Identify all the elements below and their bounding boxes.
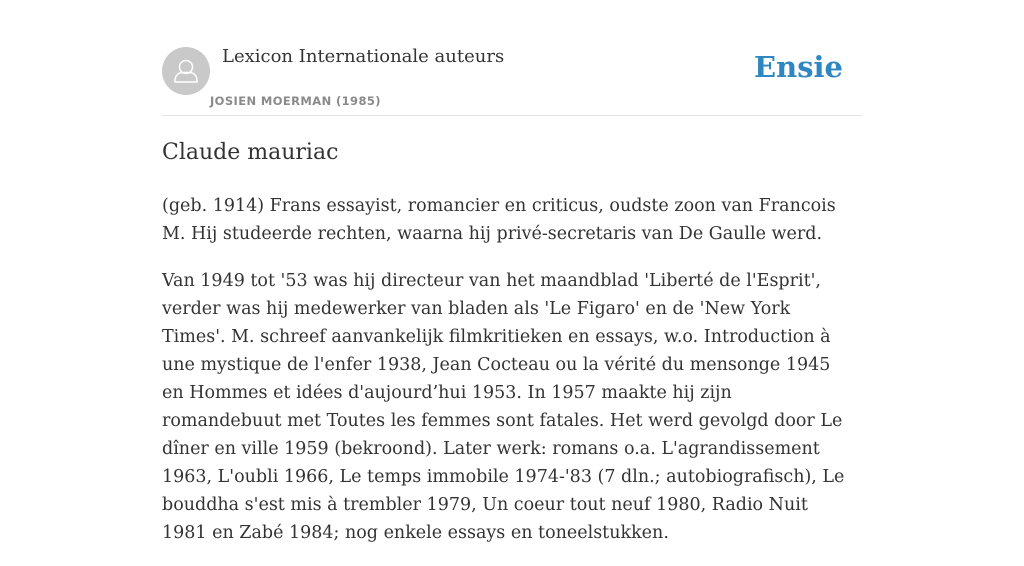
source-header (162, 44, 862, 116)
brand-logo[interactable]: Ensie (754, 50, 843, 84)
paragraph: (geb. 1914) Frans essayist, romancier en criticus, oudste zoon van Francois M. Hij studeerde rechten, waarna hij privé-secretaris van De Gaulle werd. (162, 196, 836, 244)
avatar[interactable] (162, 47, 210, 95)
user-icon (162, 47, 210, 95)
paragraph: Van 1949 tot '53 was hij directeur van het maandblad 'Liberté de l'Esprit', verder was hij medewerker van bladen als 'Le Figaro' en de 'New York Times'. M. schreef aanvankelijk filmkritieken en essays, w.o. Introduction à une mystique de l'enfer 1938, Jean Cocteau ou la vérité du mensonge 1945 en Hommes et idées d'aujourd’hui 1953. In 1957 maakte hij zijn romandebuut met Toutes les femmes sont fatales. Het werd gevolgd door Le dîner en ville 1959 (bekroond). Later werk: romans o.a. L'agrandissement 1963, L'oubli 1966, Le temps immobile 1974-'83 (7 dln.; autobiografisch), Le bouddha s'est mis à trembler 1979, Un coeur tout neuf 1980, Radio Nuit 1981 en Zabé 1984; nog enkele essays en toneelstukken. (162, 271, 845, 543)
entry-body (162, 192, 856, 566)
page-title: Claude mauriac (162, 140, 339, 165)
author-byline[interactable]: JOSIEN MOERMAN (1985) (210, 94, 381, 108)
source-title[interactable]: Lexicon Internationale auteurs (222, 46, 505, 67)
